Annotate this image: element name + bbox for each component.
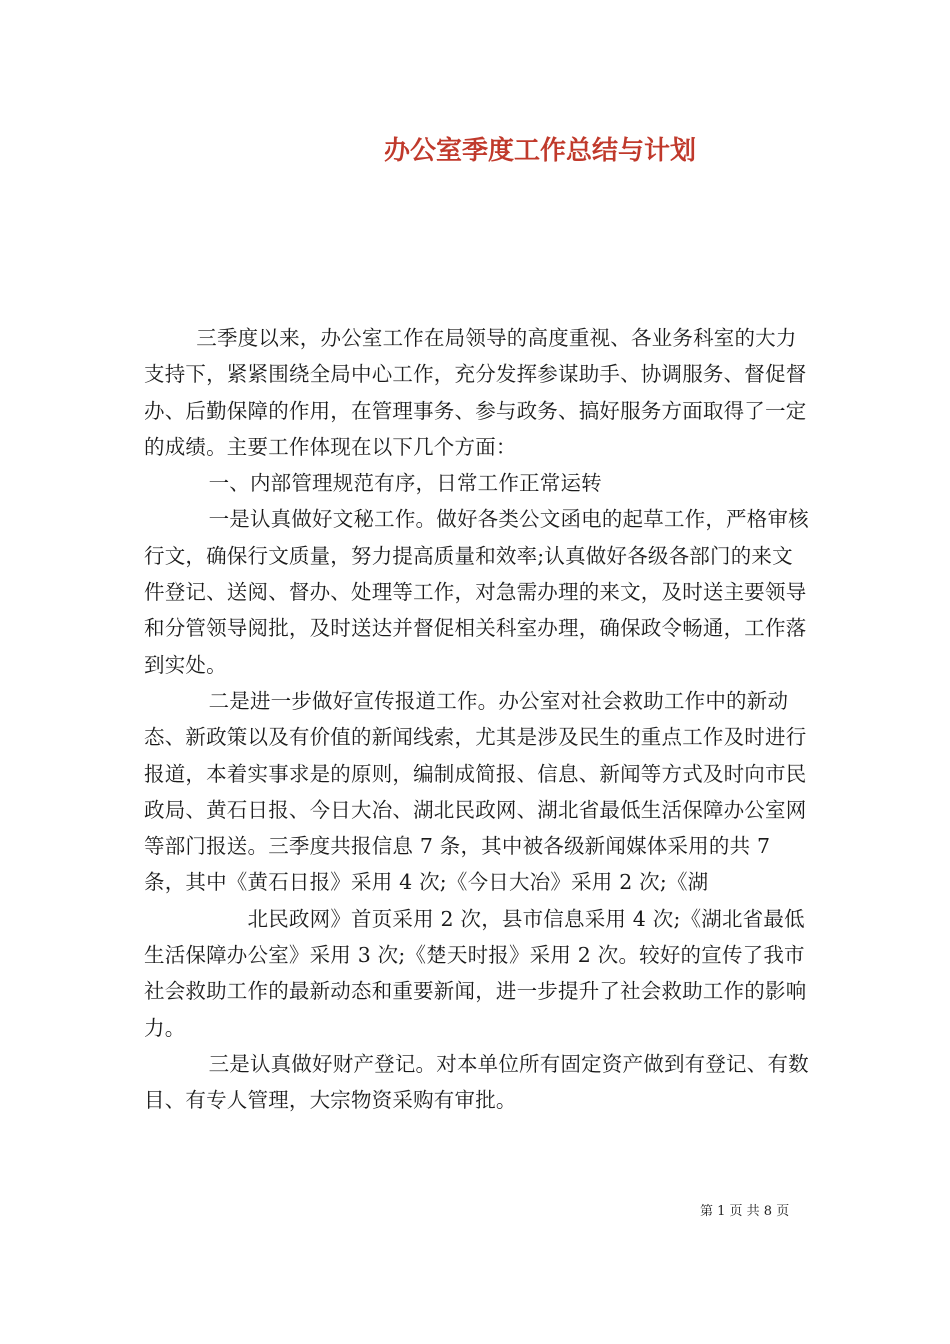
paragraph-publicity-work-continued: 北民政网》首页采用 2 次，县市信息采用 4 次;《湖北省最低生活保障办公室》采用 3 次;《楚天时报》采用 2 次。较好的宣传了我市社会救助工作的最新动态和重要新闻，进一步提升了社会救助工作的影响力。 bbox=[144, 906, 807, 1040]
paragraph-intro: 三季度以来，办公室工作在局领导的高度重视、各业务科室的大力支持下，紧紧围绕全局中心工作，充分发挥参谋助手、协调服务、督促督办、后勤保障的作用，在管理事务、参与政务、搞好服务方面取得了一定的成绩。主要工作体现在以下几个方面： bbox=[144, 326, 807, 459]
section-heading-1: 一、内部管理规范有序，日常工作正常运转 bbox=[208, 471, 602, 496]
document-title: 办公室季度工作总结与计划 bbox=[383, 136, 696, 166]
paragraph-secretarial-work: 一是认真做好文秘工作。做好各类公文函电的起草工作，严格审核行文，确保行文质量，努力提高质量和效率;认真做好各级各部门的来文件登记、送阅、督办、处理等工作，对急需办理的来文，及时送主要领导和分管领导阅批，及时送达并督促相关科室办理，确保政令畅通，工作落到实处。 bbox=[144, 507, 809, 677]
page-number-footer: 第 1 页 共 8 页 bbox=[700, 1204, 790, 1219]
document-body bbox=[144, 320, 810, 1119]
paragraph-publicity-work: 二是进一步做好宣传报道工作。办公室对社会救助工作中的新动态、新政策以及有价值的新闻线索，尤其是涉及民生的重点工作及时进行报道，本着实事求是的原则，编制成简报、信息、新闻等方式及时向市民政局、黄石日报、今日大冶、湖北民政网、湖北省最低生活保障办公室网等部门报送。三季度共报信息 7 条，其中被各级新闻媒体采用的共 7 条，其中《黄石日报》采用 4 次;《今日大冶》采用 2 次;《湖 bbox=[144, 688, 807, 895]
paragraph-property-registration: 三是认真做好财产登记。对本单位所有固定资产做到有登记、有数目、有专人管理，大宗物资采购有审批。 bbox=[144, 1051, 809, 1113]
